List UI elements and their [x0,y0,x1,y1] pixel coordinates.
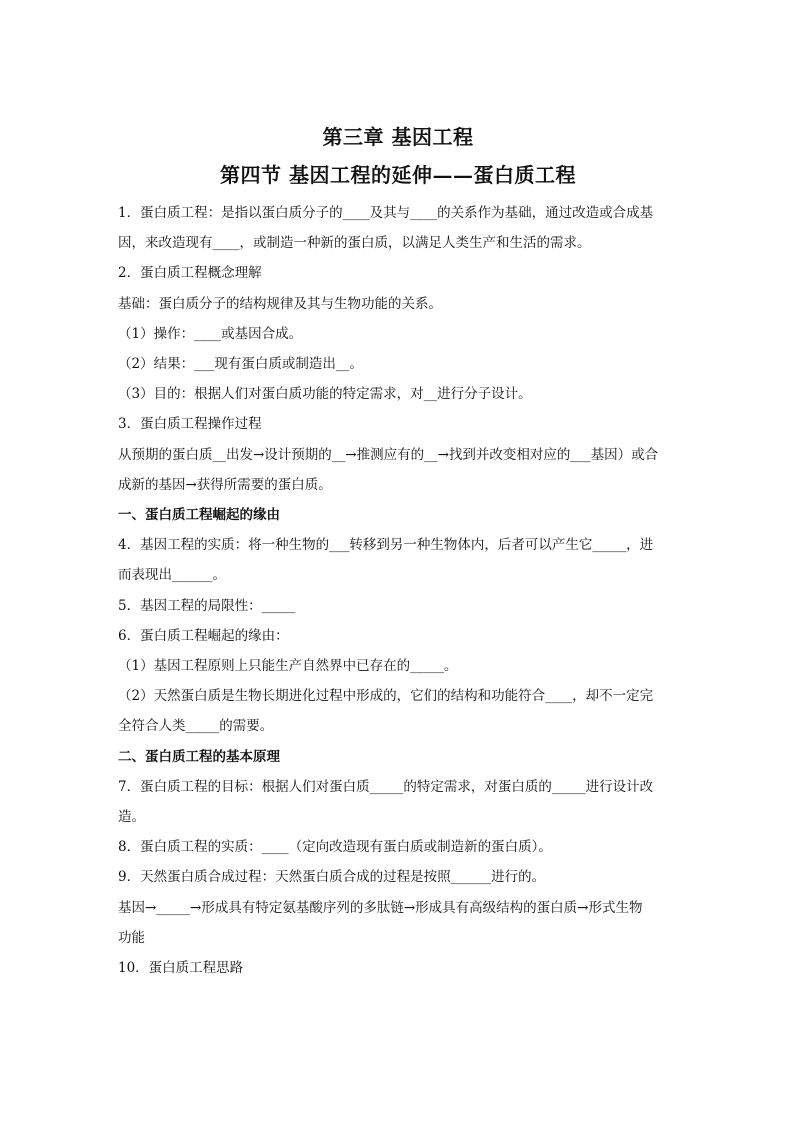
section-heading: 一、蛋白质工程崛起的缘由 [118,507,280,524]
text-line: 从预期的蛋白质__出发→设计预期的__→推测应有的__→找到并改变相对应的___基因）或合 [118,446,659,463]
text-line: 功能 [118,929,145,946]
text-line: 而表现出______。 [118,567,226,584]
chapter-title: 第三章 基因工程 [322,125,474,149]
section-heading: 二、蛋白质工程的基本原理 [118,748,280,765]
text-line: 10．蛋白质工程思路 [118,960,244,977]
section-title: 第四节 基因工程的延伸——蛋白质工程 [220,163,576,187]
text-line: 3．蛋白质工程操作过程 [118,416,262,433]
text-line: 2．蛋白质工程概念理解 [118,265,262,282]
document-content [118,122,678,983]
text-line: （1）基因工程原则上只能生产自然界中已存在的_____。 [118,658,458,675]
text-line: （3）目的：根据人们对蛋白质功能的特定需求，对__进行分子设计。 [118,386,532,403]
text-line: 因，来改造现有____，或制造一种新的蛋白质，以满足人类生产和生活的需求。 [118,235,591,252]
text-line: （2）天然蛋白质是生物长期进化过程中形成的，它们的结构和功能符合____，却不一定完 [118,688,654,705]
text-line: 5．基因工程的局限性：_____ [118,597,296,614]
text-line: 1．蛋白质工程：是指以蛋白质分子的____及其与____的关系作为基础，通过改造或合成基 [118,205,654,221]
text-line: 6．蛋白质工程崛起的缘由： [118,627,289,644]
document-body [118,198,678,983]
text-line: 基础：蛋白质分子的结构规律及其与生物功能的关系。 [118,295,442,312]
text-line: 4．基因工程的实质：将一种生物的___转移到另一种生物体内，后者可以产生它_____，进 [118,537,654,554]
text-line: 7．蛋白质工程的目标：根据人们对蛋白质_____的特定需求，对蛋白质的_____进行设计改 [118,778,654,795]
text-line: 造。 [118,809,145,826]
text-line: 8．蛋白质工程的实质：____（定向改造现有蛋白质或制造新的蛋白质）。 [118,839,552,856]
text-line: （2）结果：___现有蛋白质或制造出__。 [118,356,363,373]
text-line: 成新的基因→获得所需要的蛋白质。 [118,476,332,493]
text-line: （1）操作：____或基因合成。 [118,325,303,342]
text-line: 基因→_____→形成具有特定氨基酸序列的多肽链→形成具有高级结构的蛋白质→形式生物 [118,899,643,916]
text-line: 全符合人类_____的需要。 [118,718,274,735]
text-line: 9．天然蛋白质合成过程：天然蛋白质合成的过程是按照______进行的。 [118,869,546,886]
